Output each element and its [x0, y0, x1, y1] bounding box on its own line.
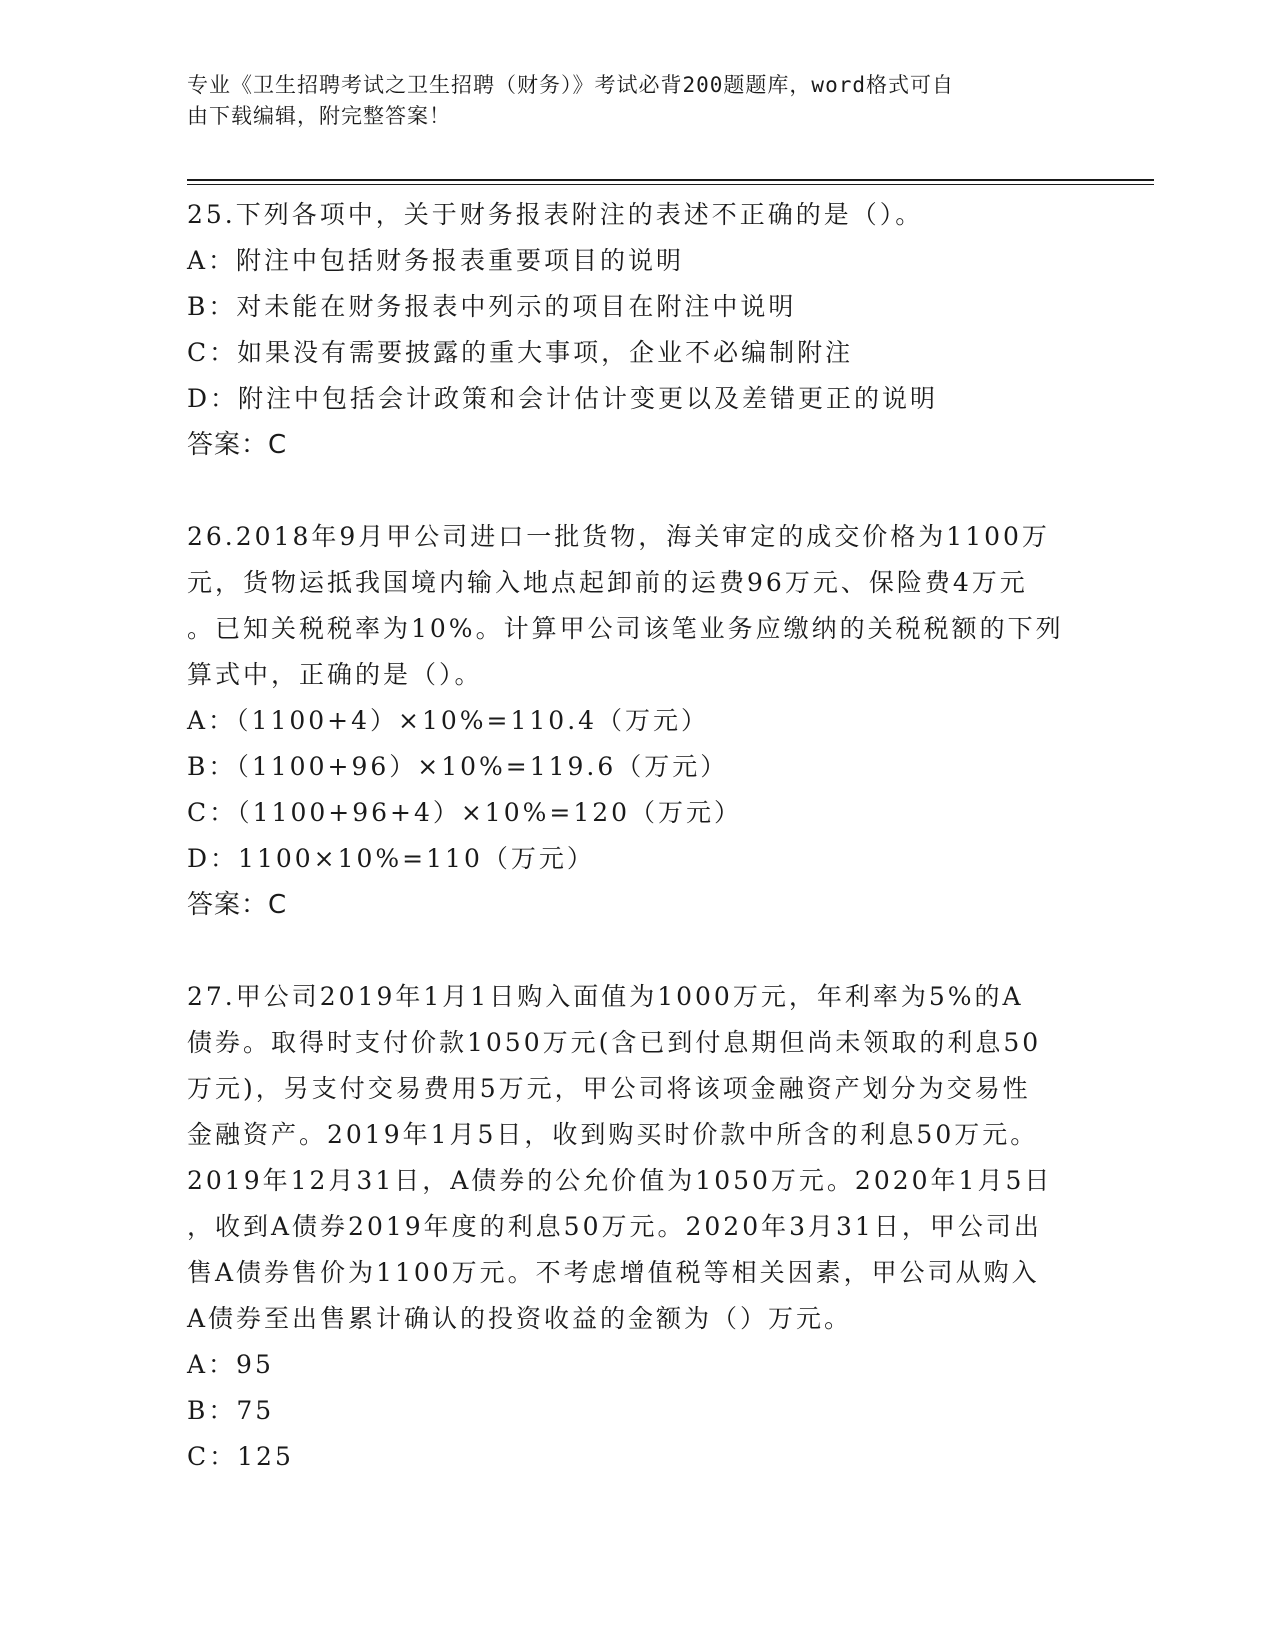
header-line-1: 专业《卫生招聘考试之卫生招聘（财务）》考试必背200题题库，word格式可自 [187, 73, 954, 97]
question-27 [187, 974, 1087, 1480]
question-stem-line: 25.下列各项中，关于财务报表附注的表述不正确的是（）。 [187, 200, 924, 229]
question-stem-line: 售A债券售价为1100万元。不考虑增值税等相关因素，甲公司从购入 [187, 1258, 1040, 1287]
option-c: C：125 [187, 1442, 294, 1471]
option-c: C：（1100+96+4）×10%=120（万元） [187, 798, 743, 827]
answer: 答案：C [187, 890, 288, 920]
question-25 [187, 192, 1087, 468]
header-line-2: 由下载编辑，附完整答案！ [187, 104, 451, 128]
option-c: C：如果没有需要披露的重大事项，企业不必编制附注 [187, 338, 854, 367]
question-stem-line: 金融资产。2019年1月5日，收到购买时价款中所含的利息50万元。 [187, 1120, 1039, 1149]
question-stem-line: A债券至出售累计确认的投资收益的金额为（）万元。 [187, 1304, 853, 1333]
question-26 [187, 514, 1087, 928]
question-stem-line: 27.甲公司2019年1月1日购入面值为1000万元，年利率为5%的A [187, 982, 1024, 1011]
question-stem-line: 万元)，另支付交易费用5万元，甲公司将该项金融资产划分为交易性 [187, 1074, 1031, 1103]
question-stem-line: 26.2018年9月甲公司进口一批货物，海关审定的成交价格为1100万 [187, 522, 1050, 551]
option-b: B：75 [187, 1396, 275, 1425]
question-stem-line: ，收到A债券2019年度的利息50万元。2020年3月31日，甲公司出 [187, 1212, 1042, 1241]
header-rule-thick [187, 179, 1154, 181]
question-stem-line: 2019年12月31日，A债券的公允价值为1050万元。2020年1月5日 [187, 1166, 1053, 1195]
header-rule-thin [187, 184, 1154, 185]
spacer [187, 468, 1087, 514]
option-b: B：对未能在财务报表中列示的项目在附注中说明 [187, 292, 797, 321]
option-b: B：（1100+96）×10%=119.6（万元） [187, 752, 729, 781]
option-d: D：1100×10%=110（万元） [187, 844, 595, 873]
question-stem-line: 债券。取得时支付价款1050万元(含已到付息期但尚未领取的利息50 [187, 1028, 1042, 1057]
spacer [187, 928, 1087, 974]
document-header [187, 70, 1067, 132]
question-list [187, 192, 1087, 1480]
option-d: D：附注中包括会计政策和会计估计变更以及差错更正的说明 [187, 384, 939, 413]
option-a: A：附注中包括财务报表重要项目的说明 [187, 246, 685, 275]
option-a: A：（1100+4）×10%=110.4（万元） [187, 706, 710, 735]
question-stem-line: 算式中，正确的是（）。 [187, 660, 483, 689]
option-a: A：95 [187, 1350, 274, 1379]
question-stem-line: 元，货物运抵我国境内输入地点起卸前的运费96万元、保险费4万元 [187, 568, 1028, 597]
question-stem-line: 。已知关税税率为10%。计算甲公司该笔业务应缴纳的关税税额的下列 [187, 614, 1064, 643]
answer: 答案：C [187, 430, 288, 460]
